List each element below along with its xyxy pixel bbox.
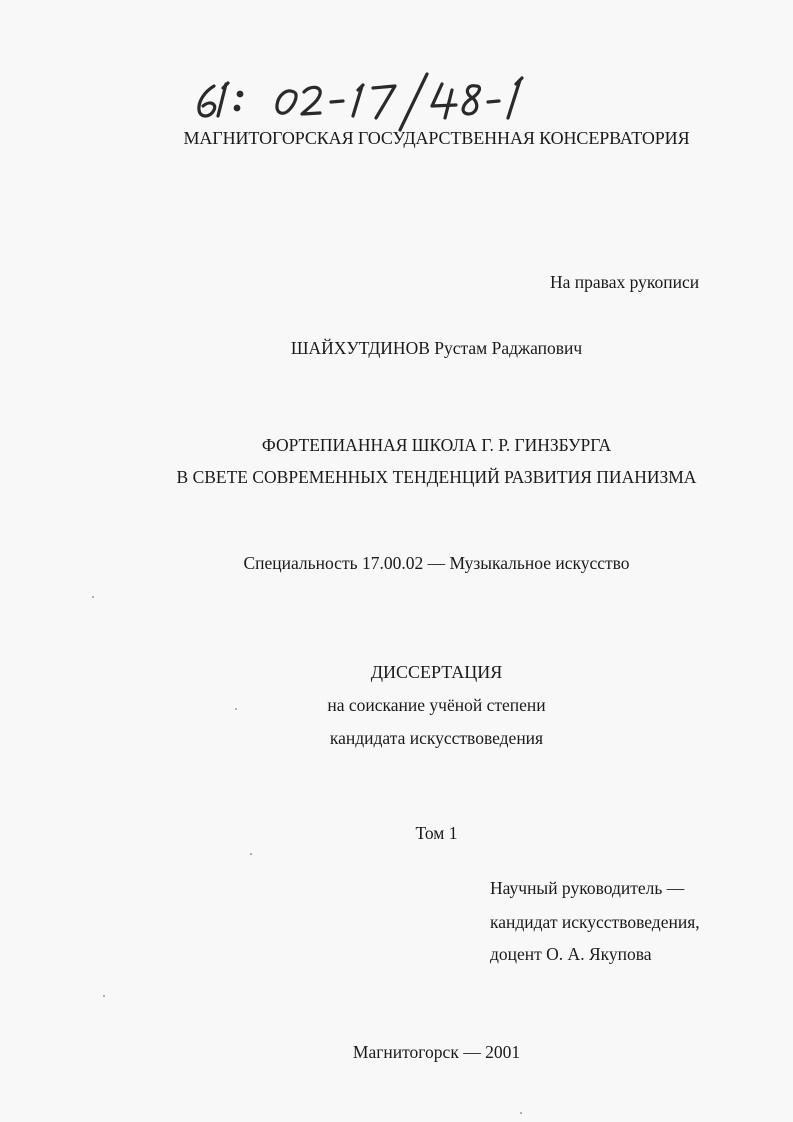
scan-speck — [520, 1112, 522, 1114]
city-and-year: Магнитогорск — 2001 — [352, 1042, 521, 1062]
degree-line-2: кандидата искусствоведения — [329, 728, 544, 748]
scan-speck — [235, 708, 237, 710]
author-surname: ШАЙХУТДИНОВ — [290, 338, 430, 358]
volume-label: Том 1 — [415, 823, 458, 843]
dissertation-title-line-1: ФОРТЕПИАННАЯ ШКОЛА Г. Р. ГИНЗБУРГА — [261, 435, 612, 455]
specialty: Специальность 17.00.02 — Музыкальное искусство — [243, 553, 630, 573]
supervisor-line-1: Научный руководитель — — [490, 878, 685, 898]
handwritten-registration-number — [190, 72, 535, 132]
author-given-names: Рустам Раджапович — [434, 338, 583, 358]
degree-line-1: на соискание учёной степени — [327, 695, 546, 715]
rights-note: На правах рукописи — [550, 272, 700, 292]
scan-speck — [250, 853, 252, 855]
institution-name: МАГНИТОГОРСКАЯ ГОСУДАРСТВЕННАЯ КОНСЕРВАТОРИЯ — [183, 128, 690, 148]
author-name — [40, 337, 793, 359]
dissertation-title-line-2: В СВЕТЕ СОВРЕМЕННЫХ ТЕНДЕНЦИЙ РАЗВИТИЯ ПИАНИЗМА — [176, 467, 697, 487]
document-type: ДИССЕРТАЦИЯ — [370, 662, 503, 682]
scan-speck — [92, 596, 94, 598]
supervisor-line-2: кандидат искусствоведения, — [490, 912, 700, 932]
scan-speck — [103, 995, 105, 997]
supervisor-line-3: доцент О. А. Якупова — [490, 944, 652, 964]
